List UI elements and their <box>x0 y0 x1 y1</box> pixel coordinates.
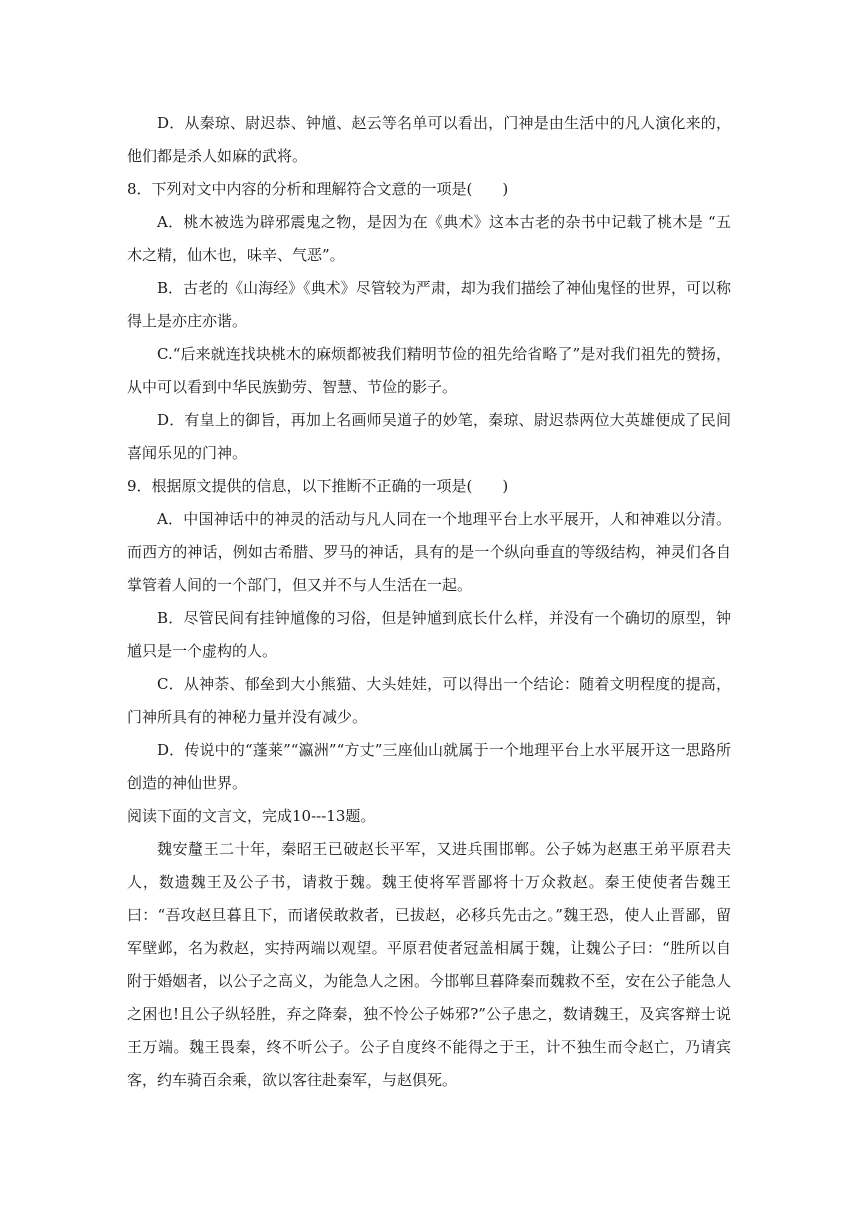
option-d-q7: D．从秦琼、尉迟恭、钟馗、赵云等名单可以看出，门神是由生活中的凡人演化来的，他们都是杀人如麻的武将。 <box>127 114 731 165</box>
option-c-q8: C.“后来就连找块桃木的麻烦都被我们精明节俭的祖先给省略了”是对我们祖先的赞扬，从中可以看到中华民族勤劳、智慧、节俭的影子。 <box>127 345 731 396</box>
option-b-q8: B．古老的《山海经》《典术》尽管较为严肃，却为我们描绘了神仙鬼怪的世界，可以称得上是亦庄亦谐。 <box>127 279 731 330</box>
option-b-q9: B．尽管民间有挂钟馗像的习俗，但是钟馗到底长什么样，并没有一个确切的原型，钟馗只是一个虚构的人。 <box>127 609 731 660</box>
question-9: 9．根据原文提供的信息，以下推断不正确的一项是( ) <box>127 477 509 495</box>
classical-passage: 魏安釐王二十年，秦昭王已破赵长平军，又进兵围邯郸。公子姊为赵惠王弟平原君夫人，数遗魏王及公子书，请救于魏。魏王使将军晋鄙将十万众救赵。秦王使使者告魏王曰：“吾攻赵旦暮且下，而诸侯敢救者，已拔赵，必移兵先击之。”魏王恐，使人止晋鄙，留军壁邺，名为救赵，实持两端以观望。平原君使者冠盖相属于魏，让魏公子曰：“胜所以自附于婚姻者，以公子之高义，为能急人之困。今邯郸旦暮降秦而魏救不至，安在公子能急人之困也!且公子纵轻胜，弃之降秦，独不怜公子姊邪?”公子患之，数请魏王，及宾客辩士说王万端。魏王畏秦，终不听公子。公子自度终不能得之于王，计不独生而令赵亡，乃请宾客，约车骑百余乘，欲以客往赴秦军，与赵俱死。 <box>127 840 731 1089</box>
option-d-q8: D．有皇上的御旨，再加上名画师吴道子的妙笔，秦琼、尉迟恭两位大英雄便成了民间喜闻乐见的门神。 <box>127 411 731 462</box>
document-body <box>127 107 731 1097</box>
option-d-q9: D．传说中的“蓬莱”“瀛洲”“方丈”三座仙山就属于一个地理平台上水平展开这一思路所创造的神仙世界。 <box>127 741 731 792</box>
option-a-q8: A．桃木被选为辟邪震鬼之物，是因为在《典术》这本古老的杂书中记载了桃木是 “五木之精，仙木也，味辛、气恶”。 <box>127 213 731 264</box>
question-8: 8．下列对文中内容的分析和理解符合文意的一项是( ) <box>127 180 509 198</box>
reading-instruction: 阅读下面的文言文，完成10---13题。 <box>127 807 376 825</box>
option-a-q9: A．中国神话中的神灵的活动与凡人同在一个地理平台上水平展开，人和神难以分清。而西方的神话，例如古希腊、罗马的神话，具有的是一个纵向垂直的等级结构，神灵们各自掌管着人间的一个部门，但又并不与人生活在一起。 <box>127 510 731 594</box>
option-c-q9: C．从神荼、郁垒到大小熊猫、大头娃娃，可以得出一个结论：随着文明程度的提高，门神所具有的神秘力量并没有减少。 <box>127 675 731 726</box>
